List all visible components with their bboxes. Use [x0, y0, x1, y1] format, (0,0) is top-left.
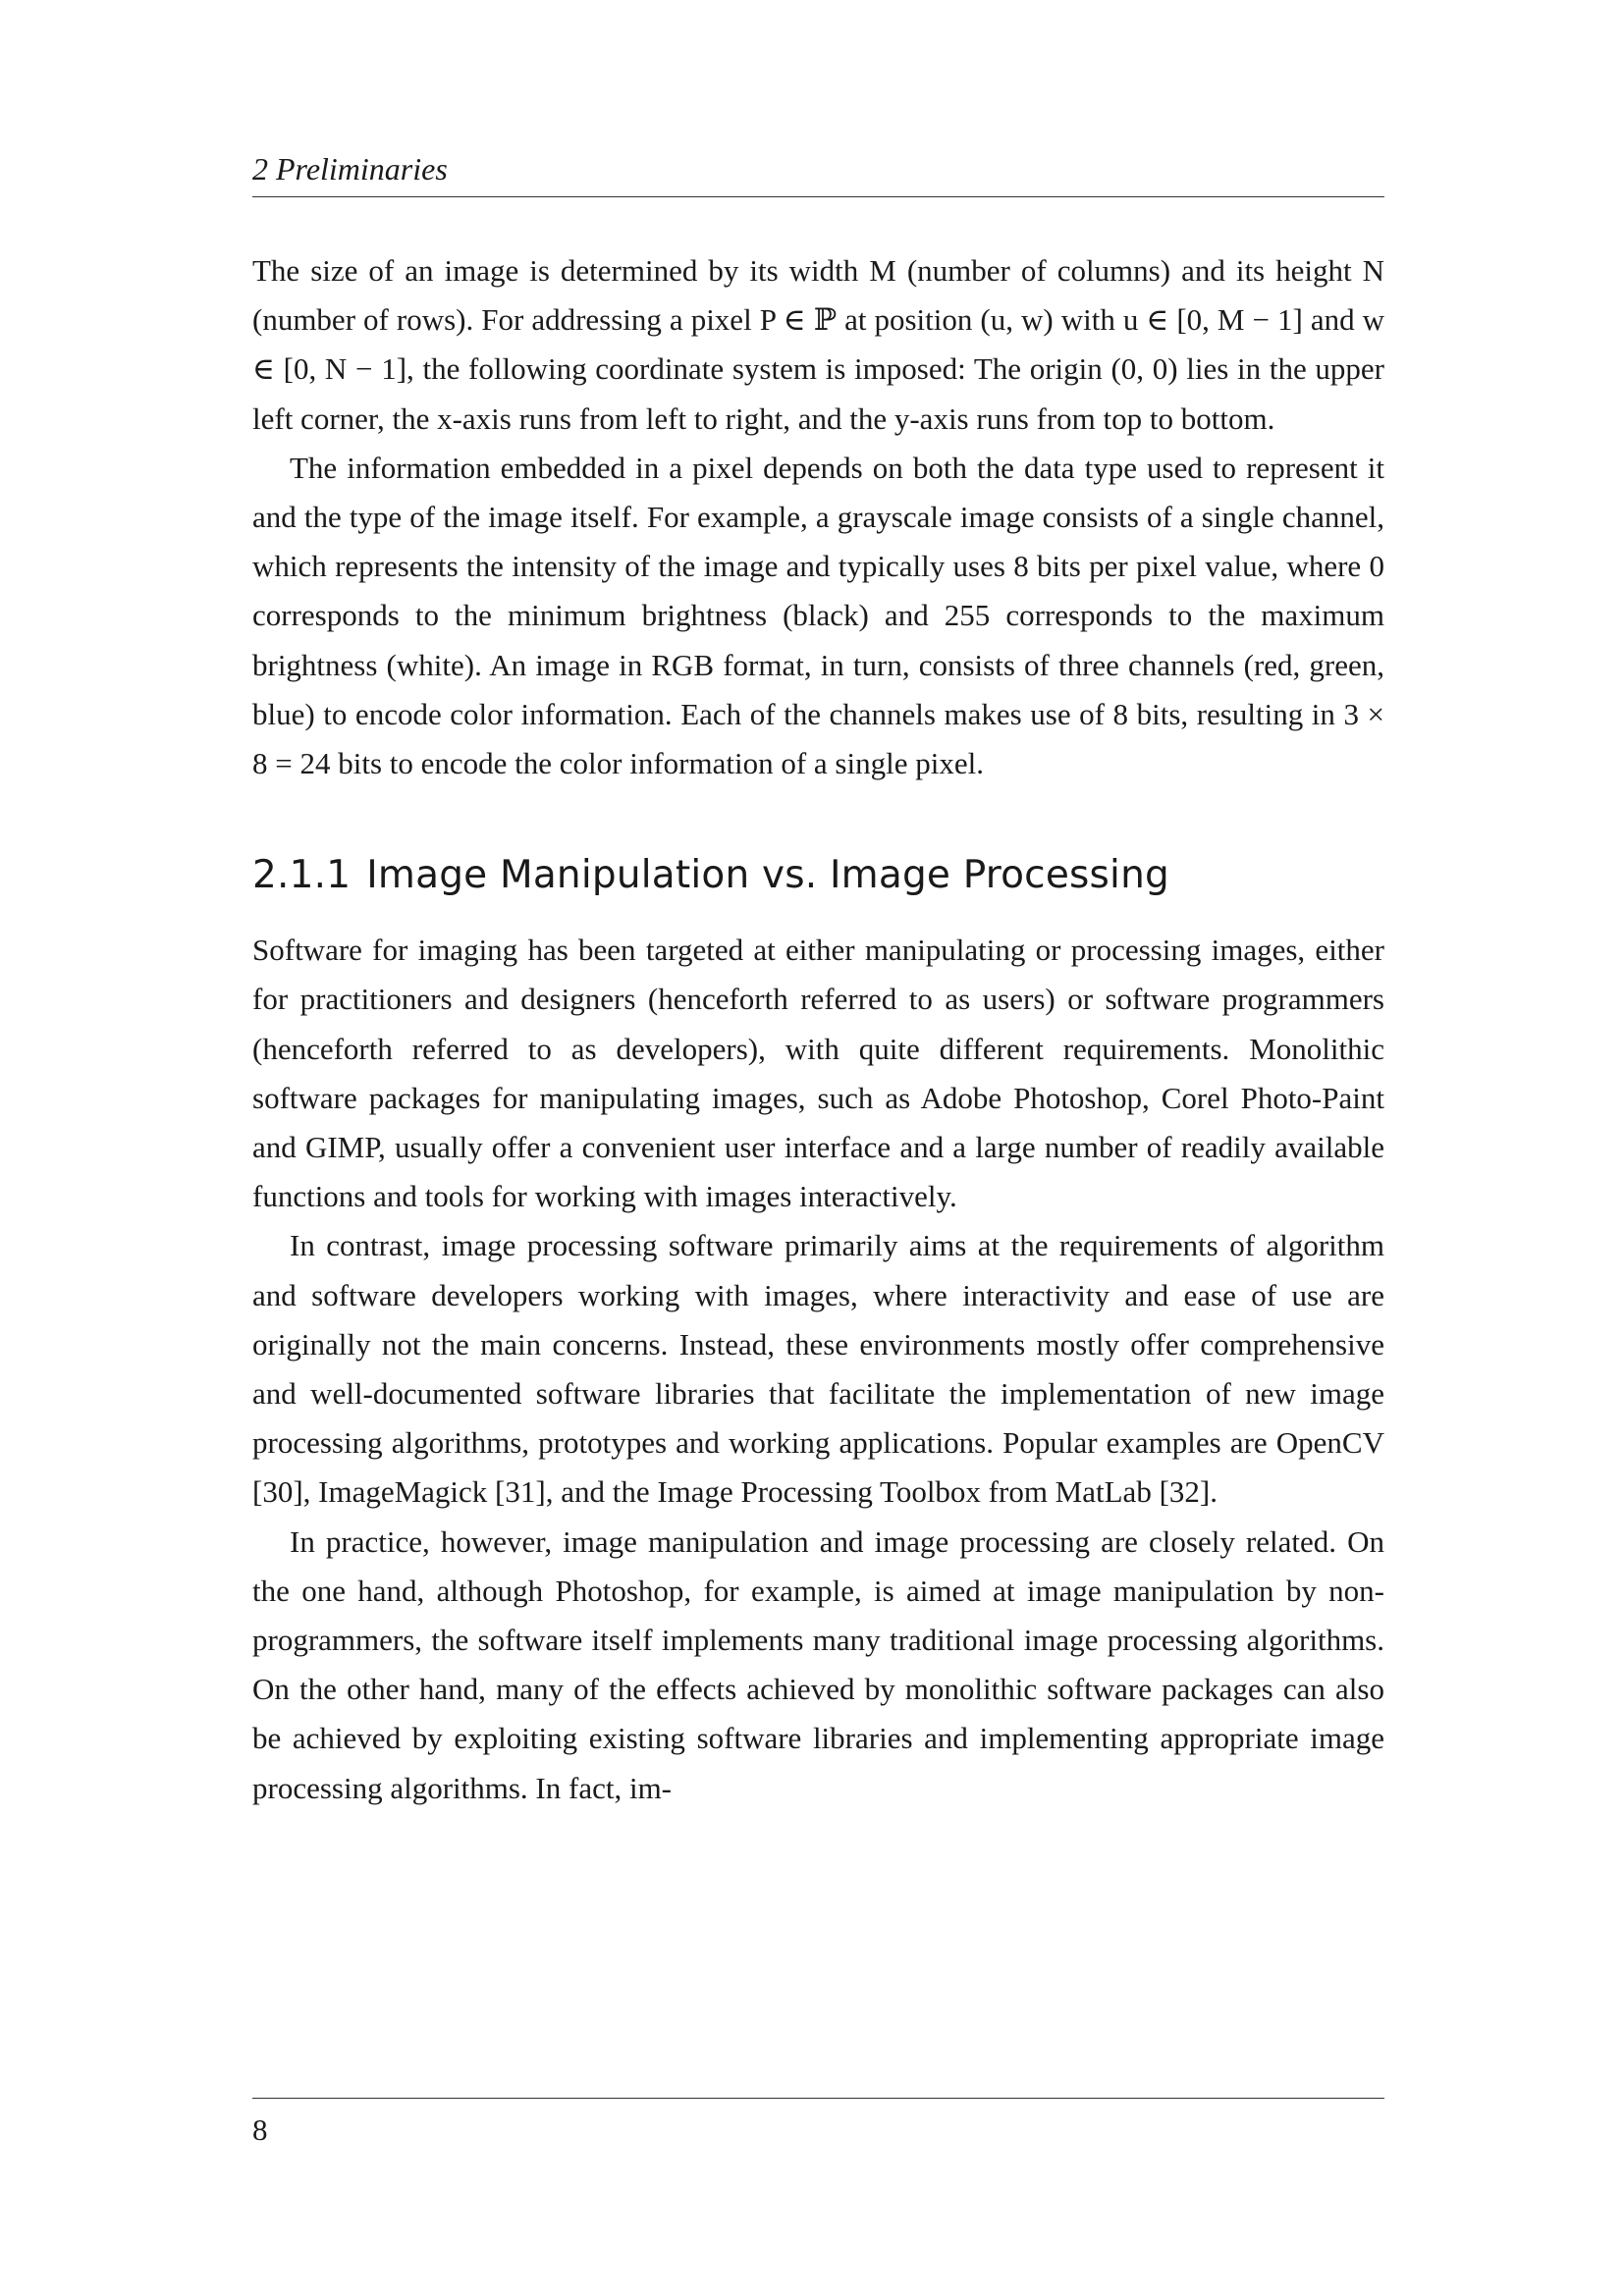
page-number: 8 — [252, 2112, 268, 2147]
section-title: Image Manipulation vs. Image Processing — [366, 853, 1169, 898]
body-text — [252, 246, 1384, 1813]
footer-rule — [252, 2098, 1384, 2099]
running-header: 2 Preliminaries — [252, 147, 1384, 197]
paragraph-image-processing-software: In contrast, image processing software primarily aims at the requirements of algorithm and software developers working with images, where interactivity and ease of use are originally not the main concerns. Instead, these environments mostly offer comprehensive and well-documented software libraries that facilitate the implementation of new image processing algorithms, prototypes and working applications. Popular examples are OpenCV [30], ImageMagick [31], and the Image Processing Toolbox from MatLab [32]. — [252, 1228, 1384, 1510]
page-content — [252, 147, 1384, 1813]
paragraph-software-for-imaging: Software for imaging has been targeted at either manipulating or processing images, either for practitioners and designers (henceforth referred to as users) or software programmers (henceforth referred to as developers), with quite different requirements. Monolithic software packages for manipulating images, such as Adobe Photoshop, Corel Photo-Paint and GIMP, usually offer a convenient user interface and a large number of readily available functions and tools for working with images interactively. — [252, 933, 1384, 1214]
paragraph-in-practice: In practice, however, image manipulation and image processing are closely related. On the one hand, although Photoshop, for example, is aimed at image manipulation by non-programmers, the software itself implements many traditional image processing algorithms. On the other hand, many of the effects achieved by monolithic software packages can also be achieved by exploiting existing software libraries and implementing appropriate image processing algorithms. In fact, im- — [252, 1523, 1384, 1805]
section-number: 2.1.1 — [252, 853, 352, 898]
section-heading — [252, 851, 1384, 900]
paragraph-image-size: The size of an image is determined by its width M (number of columns) and its height N (number of rows). For addressing a pixel P ∈ ℙ at position (u, w) with u ∈ [0, M − 1] and w ∈ [0, N − 1], the following coordinate system is imposed: The origin (0, 0) lies in the upper left corner, the x-axis runs from left to right, and the y-axis runs from top to bottom. — [252, 253, 1384, 436]
paragraph-pixel-information: The information embedded in a pixel depends on both the data type used to represent it and the type of the image itself. For example, a grayscale image consists of a single channel, which represents the intensity of the image and typically uses 8 bits per pixel value, where 0 corresponds to the minimum brightness (black) and 255 corresponds to the maximum brightness (white). An image in RGB format, in turn, consists of three channels (red, green, blue) to encode color information. Each of the channels makes use of 8 bits, resulting in 3 × 8 = 24 bits to encode the color information of a single pixel. — [252, 450, 1384, 781]
